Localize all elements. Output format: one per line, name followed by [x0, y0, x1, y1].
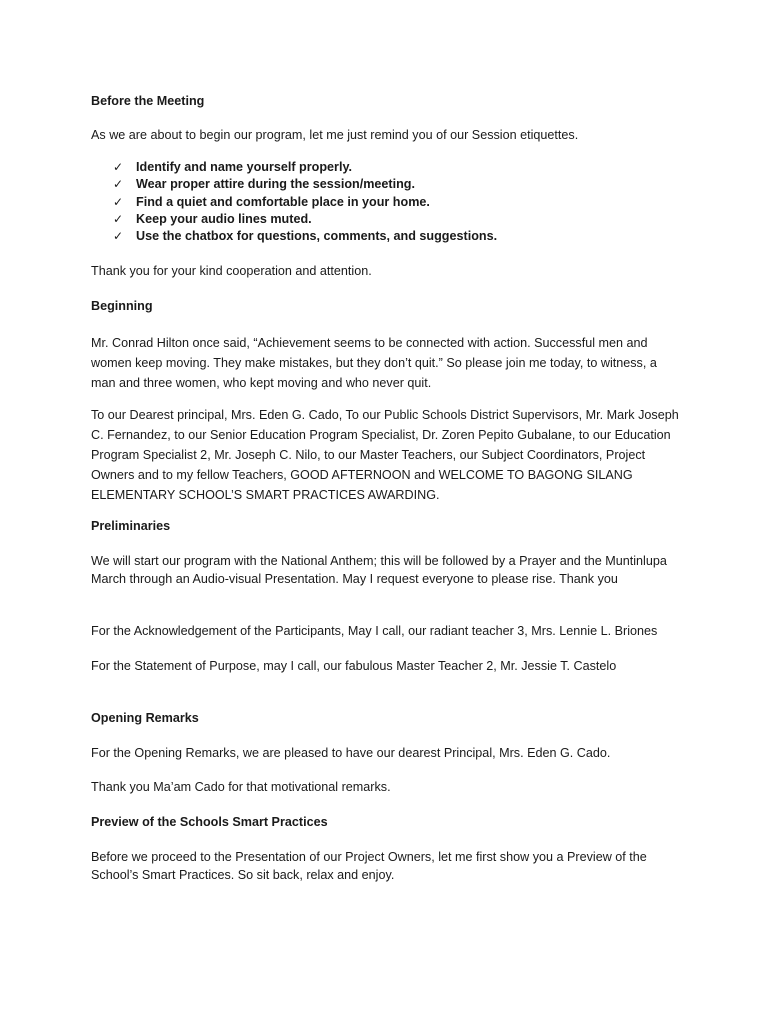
preview-heading: Preview of the Schools Smart Practices	[91, 815, 328, 829]
opening-remarks-heading: Opening Remarks	[91, 711, 199, 725]
preliminaries-acknowledgement: For the Acknowledgement of the Participants, May I call, our radiant teacher 3, Mrs. Lennie L. Briones	[91, 624, 658, 638]
checkmark-icon: ✓	[113, 160, 124, 174]
checkmark-icon: ✓	[113, 229, 124, 244]
thanks-cooperation: Thank you for your kind cooperation and attention.	[91, 264, 372, 278]
checkmark-icon: ✓	[113, 194, 124, 209]
checkmark-icon: ✓	[113, 177, 124, 192]
list-item: ✓ Wear proper attire during the session/meeting.	[113, 176, 673, 193]
list-item: ✓ Find a quiet and comfortable place in your home.	[113, 194, 673, 211]
before-meeting-intro: As we are about to begin our program, let me just remind you of our Session etiquettes.	[91, 128, 579, 142]
list-item: ✓ Identify and name yourself properly.	[113, 159, 673, 176]
preliminaries-purpose: For the Statement of Purpose, may I call, our fabulous Master Teacher 2, Mr. Jessie T. Castelo	[91, 659, 617, 673]
etiquette-list	[113, 159, 673, 245]
list-item: ✓ Use the chatbox for questions, comments, and suggestions.	[113, 228, 673, 245]
beginning-quote: Mr. Conrad Hilton once said, “Achievement seems to be connected with action. Successful men and women keep moving. They make mistakes, but they don’t quit.” So please join me today, to witness, a man and three women, who kept moving and who never quit.	[91, 336, 657, 390]
list-item: ✓ Keep your audio lines muted.	[113, 211, 673, 228]
preliminaries-anthem: We will start our program with the National Anthem; this will be followed by a Prayer and the Muntinlupa March through an Audio-visual Presentation. May I request everyone to please rise. Thank you	[91, 554, 667, 586]
opening-remarks-text: For the Opening Remarks, we are pleased to have our dearest Principal, Mrs. Eden G. Cado.	[91, 746, 611, 760]
checkmark-icon: ✓	[113, 211, 124, 226]
preliminaries-heading: Preliminaries	[91, 519, 171, 533]
before-meeting-heading: Before the Meeting	[91, 94, 205, 108]
preview-text: Before we proceed to the Presentation of our Project Owners, let me first show you a Preview of the School’s Smart Practices. So sit back, relax and enjoy.	[91, 850, 647, 882]
opening-remarks-thanks: Thank you Ma’am Cado for that motivational remarks.	[91, 780, 391, 794]
beginning-greeting: To our Dearest principal, Mrs. Eden G. Cado, To our Public Schools District Supervisors, Mr. Mark Joseph C. Fernandez, to our Senior Education Program Specialist, Dr. Zoren Pepito Gubalane, to our Education Program Specialist 2, Mr. Joseph C. Nilo, to our Master Teachers, our Subject Coordinators, Project Owners and to my fellow Teachers, GOOD AFTERNOON and WELCOME TO BAGONG SILANG ELEMENTARY SCHOOL’S SMART PRACTICES AWARDING.	[91, 408, 679, 502]
beginning-heading: Beginning	[91, 299, 153, 313]
